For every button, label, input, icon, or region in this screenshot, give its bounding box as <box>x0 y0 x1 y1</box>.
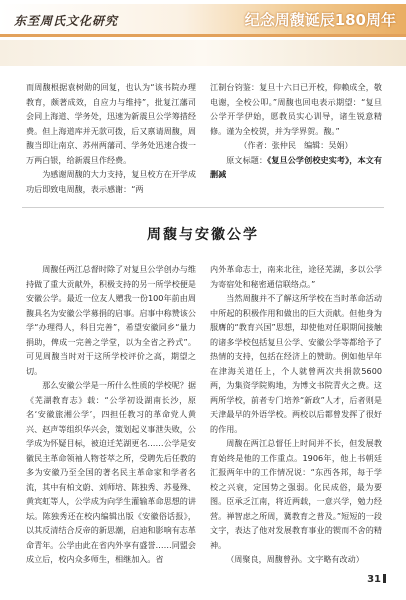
author-editor-line: （作者：张仲民 编辑：吴娟） <box>239 140 353 150</box>
header-strip <box>0 40 406 66</box>
page-marker-icon <box>383 574 386 583</box>
paragraph: 江制台钧鉴：复旦十六日已开校，仰赖成全，敬电谢，全校公叩。”周馥也回电表示期望：“复旦公学开学伊始，愿教员实心训导，诸生锐意精修。谨为全校贺，并为学界贺。馥。” <box>210 82 382 136</box>
page-number-block <box>367 574 386 585</box>
anniversary-title: 纪念周馥诞辰180周年 <box>244 11 396 29</box>
bottom-left-column <box>26 262 196 567</box>
author-note: （周聚良，周馥曾孙。文字略有改动） <box>226 554 364 564</box>
paragraph: 周馥在两江总督任上时间并不长，但发展教育始终是他的工作重点。1906年，他上书朝廷汇报两年中的工作情况说：“东西各邦，每于学校之兴衰，定国势之强弱。化民成俗，最为要图。臣承乏江南，将近两载，一意兴学，勉力经营。禅智虑之所周，冀教育之普及。”短短的一段文字，表达了他对发展教育事业的锲而不舍的精神。 <box>210 438 382 550</box>
publication-title: 东至周氏文化研究 <box>14 14 119 28</box>
source-line <box>210 153 382 182</box>
paragraph: 为感谢周馥的大力支持，复旦校方在开学成功后即致电周馥，表示感谢：“两 <box>26 169 196 194</box>
article-title: 周馥与安徽公学 <box>147 227 259 243</box>
paragraph: 那么安徽公学是一所什么性质的学校呢？据《芜湖教育志》载：“公学初设湖南长沙，原名‘安徽旅湘公学’，四担任教习的革命党人黄兴、赵声等组织华兴会，策划起义事泄失败，公学成为怀疑目标，被迫迁芜湖更名……公学是安徽民主革命领袖人物苍萃之所，受聘先后任教的多为安徽乃至全国的著名民主革命家和学者名流，其中有柏文蔚、刘师培、陈独秀、苏曼殊、黄宾虹等人，公学成为向学生灌输革命思想的讲坛。陈独秀还在校内编辑出版《安徽俗话报》，以其反清结合反帝的新思潮，启迪和影响有志革命青年。公学由此在省内外享有盛誉……同盟会成立后，校内众多师生，相继加入。省 <box>26 380 196 564</box>
section-divider <box>22 207 384 208</box>
top-left-column <box>26 80 196 196</box>
header-rule <box>0 34 406 37</box>
top-right-column <box>210 80 382 182</box>
paragraph: 内外革命志士，南来北往，途径芜湖，多以公学为寄宿处和秘密通信联络点。” <box>210 264 382 289</box>
page-number: 31 <box>367 574 381 585</box>
paragraph: 当然周馥并不了解这所学校在当时革命活动中所起的积极作用和做出的巨大贡献。但他身为服膺的“教育兴国”思想，却使他对任职期间接触的诸多学校包括复旦公学、安徽公学等都给予了热情的支持，包括在经济上的赞助。例如他早年在津海关道任上，个人就曾两次共捐款5600两，为集资学院购地，为博文书院青火之费。这两所学校，前者专门培养“新政”人才，后者则是天津最早的外语学校。两校以后都曾发挥了很好的作用。 <box>210 293 382 434</box>
page-header <box>0 0 406 70</box>
paragraph: 而周馥根据袁树勋的回复，也认为“该书院办理教育，颇著成效，自应力与维持”，批复江藩司会同上海道、学务处，迅速为新震旦公学筹措经费。但上海道库并无款可拨，后又禀请周馥，周馥当即让南京、苏州两藩司、学务处迅速合拨一万两白银，给新震旦作经费。 <box>26 82 196 165</box>
paragraph: 周馥任两江总督时除了对复旦公学创办与维持做了重大贡献外，积极支持的另一所学校便是安徽公学。最近一位友人赠我一份100年前由周馥具名为安徽公学募捐的启事。启事中称赞该公学“办理得人，科目完善”，希望安徽同乡“量力捐助，俾成一完善之学堂，以为全省之矜式”。可见周馥当时对于这所学校评价之高，期望之切。 <box>26 264 196 376</box>
bottom-right-column <box>210 262 382 567</box>
source-label: 原文标题： <box>226 154 268 165</box>
source-title: 《复旦公学创校史实考》，本文有删减 <box>210 154 382 179</box>
